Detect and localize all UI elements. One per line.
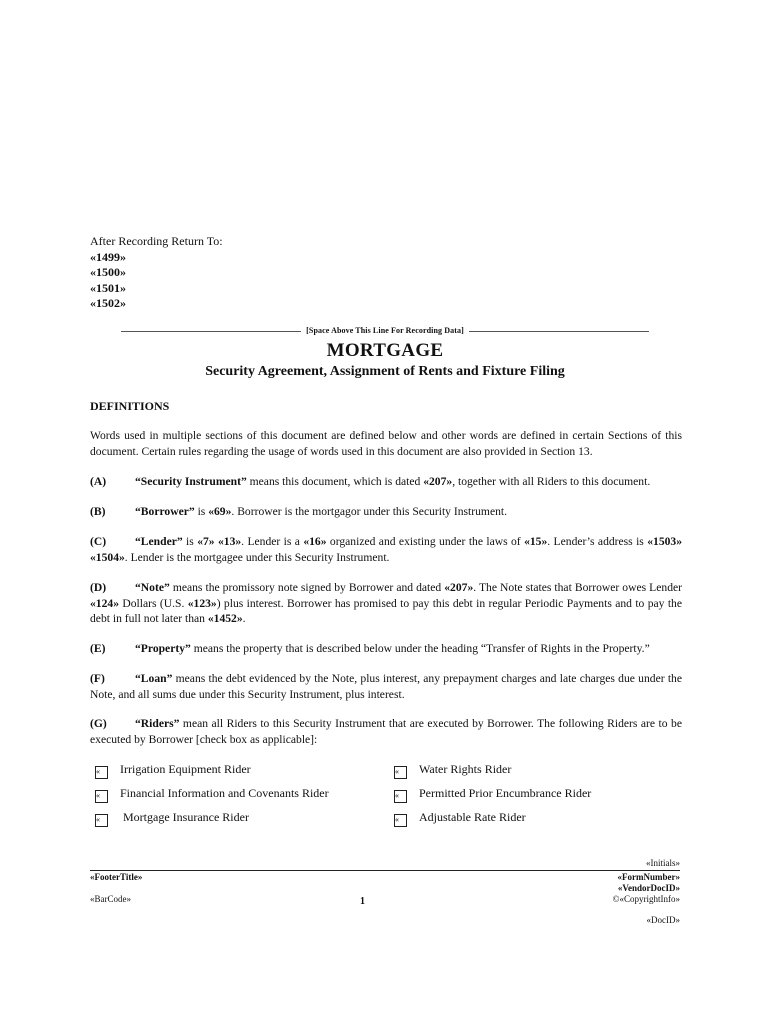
definition-a bbox=[90, 474, 682, 490]
definition-text: . Lender is the mortgagee under this Security Instrument. bbox=[124, 550, 390, 564]
return-to-line: «1499» bbox=[90, 249, 126, 264]
definition-label: (G) bbox=[90, 717, 107, 730]
definition-term: “Security Instrument” bbox=[135, 475, 247, 488]
merge-field: «13» bbox=[217, 535, 242, 548]
rider-option[interactable] bbox=[95, 762, 251, 779]
checkbox[interactable]: « bbox=[394, 814, 407, 827]
rider-option[interactable] bbox=[95, 786, 329, 803]
rider-label: Permitted Prior Encumbrance Rider bbox=[419, 786, 592, 800]
merge-field: «15» bbox=[524, 535, 548, 548]
definition-text: organized and existing under the laws of bbox=[326, 535, 525, 548]
definition-e bbox=[90, 641, 682, 657]
document-subtitle: Security Agreement, Assignment of Rents and Fixture Filing bbox=[205, 364, 565, 379]
merge-field: «1504» bbox=[90, 550, 125, 564]
rider-option[interactable] bbox=[394, 786, 591, 803]
merge-field: «1503» bbox=[647, 535, 682, 548]
definition-g bbox=[90, 716, 682, 747]
merge-field: «207» bbox=[423, 475, 453, 488]
checkbox[interactable]: « bbox=[95, 814, 108, 827]
definition-text: Dollars (U.S. bbox=[118, 596, 188, 610]
definition-label: (A) bbox=[90, 475, 107, 488]
recording-space-line bbox=[90, 326, 680, 335]
definition-term: “Loan” bbox=[135, 672, 173, 685]
definition-text: means the property that is described below under the heading “Transfer of Rights in the Property.” bbox=[190, 642, 650, 655]
definition-term: “Borrower” bbox=[135, 505, 195, 518]
definition-text: . The Note states that Borrower owes Lender bbox=[473, 581, 682, 594]
recording-space-label: [Space Above This Line For Recording Data] bbox=[306, 326, 464, 335]
checkbox[interactable]: « bbox=[95, 790, 108, 803]
definition-text: , together with all Riders to this document. bbox=[452, 475, 651, 488]
rider-option[interactable] bbox=[394, 810, 526, 827]
definition-text: means the debt evidenced by the Note, plus interest, any prepayment charges and late charges due under the Note, and all sums due under this Security Instrument, plus interest. bbox=[90, 672, 682, 701]
checkbox[interactable]: « bbox=[95, 766, 108, 779]
footer-form-number: «FormNumber» bbox=[617, 872, 680, 882]
rider-label: Mortgage Insurance Rider bbox=[123, 810, 249, 824]
rider-label: Water Rights Rider bbox=[419, 762, 512, 776]
rider-label: Adjustable Rate Rider bbox=[419, 810, 526, 824]
definition-b bbox=[90, 504, 682, 520]
definition-text: . Borrower is the mortgagor under this Security Instrument. bbox=[231, 505, 508, 518]
return-to-label: After Recording Return To: bbox=[90, 234, 223, 248]
footer-title: «FooterTitle» bbox=[90, 872, 143, 882]
definition-f bbox=[90, 671, 682, 702]
definition-text: . Lender’s address is bbox=[547, 535, 648, 548]
checkbox[interactable]: « bbox=[394, 790, 407, 803]
definition-text: is bbox=[182, 535, 198, 548]
definition-text: is bbox=[194, 505, 209, 518]
definition-text: . Lender is a bbox=[241, 535, 304, 548]
definition-text: means the promissory note signed by Borrower and dated bbox=[169, 581, 445, 594]
merge-field: «123» bbox=[187, 596, 217, 610]
rider-label: Financial Information and Covenants Rider bbox=[120, 786, 329, 800]
merge-field: «69» bbox=[208, 505, 232, 518]
definition-text: means this document, which is dated bbox=[246, 475, 424, 488]
definition-label: (B) bbox=[90, 505, 106, 518]
merge-field: «207» bbox=[444, 581, 474, 594]
document-title: MORTGAGE bbox=[326, 340, 444, 361]
return-to-line: «1501» bbox=[90, 280, 126, 295]
footer-vendor-doc-id: «VendorDocID» bbox=[617, 883, 680, 893]
definition-c bbox=[90, 534, 682, 565]
rider-option[interactable] bbox=[394, 762, 511, 779]
return-to-line: «1500» bbox=[90, 265, 126, 279]
definition-label: (D) bbox=[90, 581, 107, 594]
definition-label: (E) bbox=[90, 642, 106, 655]
merge-field: «124» bbox=[90, 596, 119, 610]
divider bbox=[469, 331, 649, 332]
footer-barcode: «BarCode» bbox=[90, 894, 131, 904]
divider bbox=[121, 331, 301, 332]
definition-d bbox=[90, 580, 682, 627]
rider-label: Irrigation Equipment Rider bbox=[120, 762, 251, 776]
definition-term: “Riders” bbox=[135, 717, 180, 730]
footer-doc-id: «DocID» bbox=[646, 915, 680, 925]
definition-term: “Note” bbox=[135, 581, 170, 594]
definition-term: “Lender” bbox=[135, 535, 183, 548]
page-number: 1 bbox=[360, 896, 365, 907]
definition-term: “Property” bbox=[135, 642, 191, 655]
return-to-block bbox=[90, 234, 223, 312]
definitions-heading: DEFINITIONS bbox=[90, 399, 170, 413]
return-to-line: «1502» bbox=[90, 296, 126, 310]
footer-divider bbox=[90, 870, 680, 871]
definitions-intro: Words used in multiple sections of this document are defined below and other words are defined in certain Sections of this document. Certain rules regarding the usage of words used in this document are also provided in Section 13. bbox=[90, 429, 682, 458]
footer-initials: «Initials» bbox=[646, 858, 680, 868]
footer-copyright: ©«CopyrightInfo» bbox=[612, 894, 680, 904]
merge-field: «1452» bbox=[207, 612, 243, 625]
definition-label: (F) bbox=[90, 672, 105, 685]
merge-field: «7» bbox=[197, 535, 215, 548]
definition-label: (C) bbox=[90, 535, 107, 548]
definition-text: . bbox=[242, 612, 246, 625]
checkbox[interactable]: « bbox=[394, 766, 407, 779]
merge-field: «16» bbox=[303, 535, 327, 548]
definition-text: mean all Riders to this Security Instrument that are executed by Borrower. The following Riders are to be executed by Borrower [check box as applicable]: bbox=[90, 717, 682, 746]
rider-option[interactable] bbox=[95, 810, 249, 827]
definition-text: ) plus interest. Borrower has promised to pay this debt in regular Periodic Payments and to pay the debt in full not later than bbox=[90, 596, 682, 625]
